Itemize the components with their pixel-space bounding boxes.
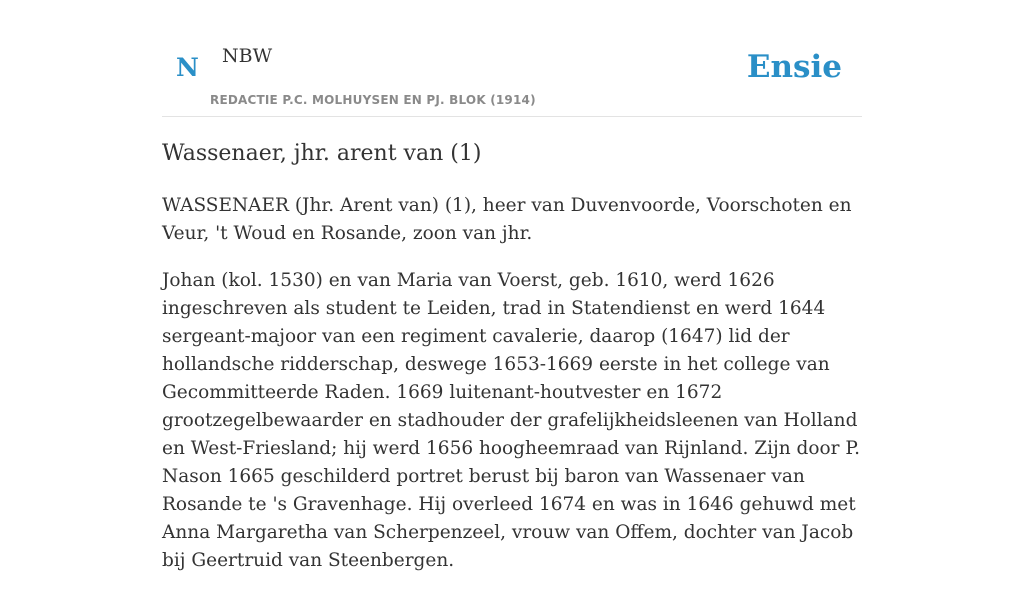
source-editors: REDACTIE P.C. MOLHUYSEN EN PJ. BLOK (1914) bbox=[210, 93, 536, 107]
article-paragraph: WASSENAER (Jhr. Arent van) (1), heer van Duvenvoorde, Voorschoten en Veur, 't Woud en Rosande, zoon van jhr. bbox=[162, 195, 852, 244]
article-body bbox=[162, 192, 862, 594]
article-paragraph: Johan (kol. 1530) en van Maria van Voerst, geb. 1610, werd 1626 ingeschreven als student te Leiden, trad in Statendienst en werd 1644 sergeant-majoor van een regiment cavalerie, daarop (1647) lid der hollandsche ridderschap, deswege 1653-1669 eerste in het college van Gecommitteerde Raden. 1669 luitenant-houtvester en 1672 grootzegelbewaarder en stadhouder der grafelijkheidsleenen van Holland en West-Friesland; hij werd 1656 hoogheemraad van Rijnland. Zijn door P. Nason 1665 geschilderd portret berust bij baron van Wassenaer van Rosande te 's Gravenhage. Hij overleed 1674 en was in 1646 gehuwd met Anna Margaretha van Scherpenzeel, vrouw van Offem, dochter van Jacob bij Geertruid van Steenbergen. bbox=[162, 270, 860, 571]
article-title: Wassenaer, jhr. arent van (1) bbox=[162, 141, 482, 166]
brand-logo-link[interactable]: Ensie bbox=[746, 49, 842, 85]
source-logo[interactable]: N bbox=[176, 53, 199, 82]
source-header bbox=[162, 0, 862, 117]
source-name[interactable]: NBW bbox=[222, 45, 273, 67]
